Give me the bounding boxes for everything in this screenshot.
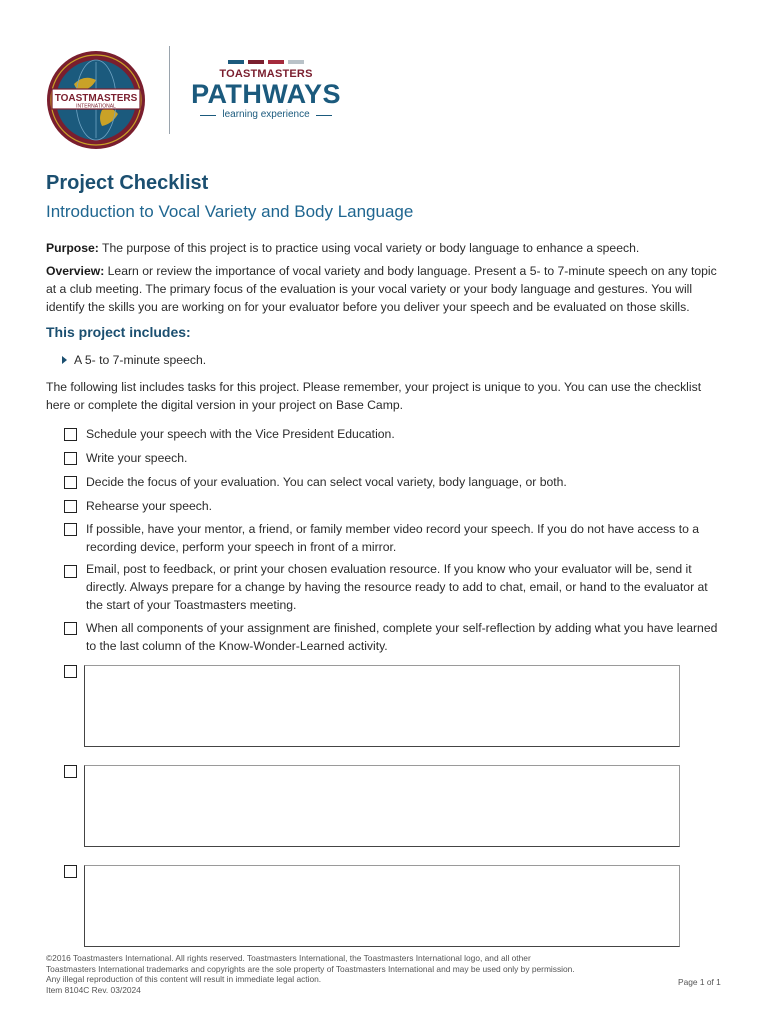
checklist-checkbox[interactable] [64,523,77,536]
checklist-item-text: Email, post to feedback, or print your chosen evaluation resource. If you know who your evaluator will be, send it directly. Always prepare for a change by having the resource ready to add to chat, email, or hand to the evaluator at the start of your Toastmasters meeting. [86,562,708,612]
brand-sub-text: learning experience [222,109,310,120]
checklist-item-text: Write your speech. [86,451,188,465]
brand-bar [248,60,264,64]
purpose-paragraph [46,239,726,257]
bullet-arrow-icon [62,356,67,364]
checklist-checkbox[interactable] [64,452,77,465]
checklist-item-text: Schedule your speech with the Vice President Education. [86,427,395,441]
includes-heading: This project includes: [46,324,191,340]
custom-task-checkbox[interactable] [64,765,77,778]
checklist-checkbox[interactable] [64,476,77,489]
brand-rule-left [200,115,216,116]
includes-item-text: A 5- to 7-minute speech. [74,353,207,367]
checklist-item-text: When all components of your assignment are finished, complete your self-reflection by adding what you have learned to the last column of the Know-Wonder-Learned activity. [86,621,718,653]
header-divider [169,46,170,134]
footer-item-number: Item 8104C Rev. 03/2024 [46,984,141,995]
logo-text-top: TOASTMASTERS [54,93,138,104]
checklist-checkbox[interactable] [64,565,77,578]
checklist-intro: The following list includes tasks for this project. Please remember, your project is unique to you. You can use the checklist here or complete the digital version in your project on Base Camp. [46,380,702,412]
brand-top-text: TOASTMASTERS [219,68,313,80]
checklist-checkbox[interactable] [64,500,77,513]
checklist-checkbox[interactable] [64,622,77,635]
brand-bar [228,60,244,64]
pathways-brand [190,60,342,122]
brand-color-bars [190,60,342,64]
footer-legal [46,953,576,995]
toastmasters-globe-logo [46,50,146,150]
brand-bar [268,60,284,64]
page-title: Project Checklist [46,172,209,194]
includes-item [62,351,206,369]
checklist-item-text: Decide the focus of your evaluation. You can select vocal variety, body language, or both. [86,475,567,489]
checklist-item-text: If possible, have your mentor, a friend, or family member video record your speech. If you do not have access to a recording device, perform your speech in front of a mirror. [86,522,700,554]
custom-task-input[interactable] [84,865,680,947]
footer-legal-text: ©2016 Toastmasters International. All rights reserved. Toastmasters International, the Toastmasters International logo, and all other Toastmasters International trademarks and copyrights are the sole property of Toastmasters International and may be used only by permission. Any illegal reproduction of this content will result in immediate legal action. [46,953,575,984]
checklist-checkbox[interactable] [64,428,77,441]
custom-task-checkbox[interactable] [64,865,77,878]
purpose-text: The purpose of this project is to practice using vocal variety or body language to enhance a speech. [102,241,640,255]
brand-rule-right [316,115,332,116]
page-subtitle: Introduction to Vocal Variety and Body Language [46,202,414,221]
checklist-item-text: Rehearse your speech. [86,499,213,513]
brand-main-text: PATHWAYS [191,79,341,109]
custom-task-input[interactable] [84,765,680,847]
purpose-label: Purpose: [46,241,99,255]
custom-task-input[interactable] [84,665,680,747]
brand-bar [288,60,304,64]
custom-task-checkbox[interactable] [64,665,77,678]
overview-label: Overview: [46,264,105,278]
overview-text: Learn or review the importance of vocal variety and body language. Present a 5- to 7-minute speech on any topic at a club meeting. The primary focus of the evaluation is your vocal variety or your body language and gestures. You will identify the skills you are working on for your evaluator before you deliver your speech and be evaluated on those skills. [46,264,717,314]
overview-paragraph [46,262,726,316]
logo-text-bottom: INTERNATIONAL [76,103,116,110]
page-number: Page 1 of 1 [678,977,721,987]
brand-sub-line [190,108,342,122]
